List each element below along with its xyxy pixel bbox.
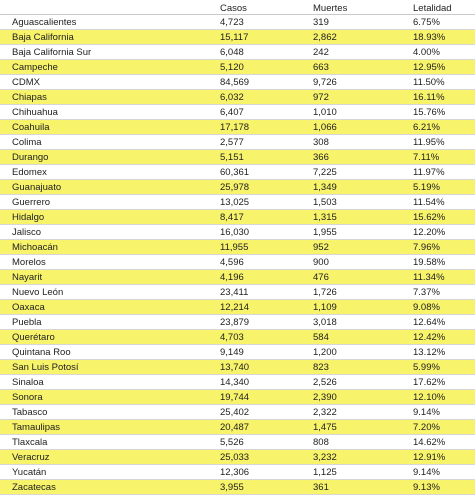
- table-row: [0, 450, 475, 465]
- state-cell: Oaxaca: [0, 300, 220, 315]
- casos-cell: 5,526: [220, 435, 313, 450]
- table-row: [0, 30, 475, 45]
- muertes-cell: 952: [313, 240, 413, 255]
- letalidad-cell: 19.58%: [413, 255, 475, 270]
- muertes-cell: 1,503: [313, 195, 413, 210]
- letalidad-cell: 12.42%: [413, 330, 475, 345]
- muertes-cell: 808: [313, 435, 413, 450]
- table-row: [0, 285, 475, 300]
- letalidad-cell: 7.20%: [413, 420, 475, 435]
- header-letalidad: Letalidad: [413, 0, 475, 15]
- state-cell: Edomex: [0, 165, 220, 180]
- muertes-cell: 1,349: [313, 180, 413, 195]
- casos-cell: 5,151: [220, 150, 313, 165]
- table-row: [0, 420, 475, 435]
- muertes-cell: 2,862: [313, 30, 413, 45]
- state-cell: Coahuila: [0, 120, 220, 135]
- table-row: [0, 60, 475, 75]
- muertes-cell: 1,125: [313, 465, 413, 480]
- state-cell: Baja California Sur: [0, 45, 220, 60]
- letalidad-cell: 7.37%: [413, 285, 475, 300]
- letalidad-cell: 12.20%: [413, 225, 475, 240]
- letalidad-cell: 5.99%: [413, 360, 475, 375]
- muertes-cell: 1,109: [313, 300, 413, 315]
- casos-cell: 12,214: [220, 300, 313, 315]
- state-cell: Campeche: [0, 60, 220, 75]
- table-row: [0, 105, 475, 120]
- muertes-cell: 308: [313, 135, 413, 150]
- state-cell: Zacatecas: [0, 480, 220, 495]
- muertes-cell: 1,010: [313, 105, 413, 120]
- letalidad-cell: 9.14%: [413, 405, 475, 420]
- state-cell: Veracruz: [0, 450, 220, 465]
- state-cell: Michoacán: [0, 240, 220, 255]
- muertes-cell: 3,018: [313, 315, 413, 330]
- state-cell: San Luis Potosí: [0, 360, 220, 375]
- table-row: [0, 465, 475, 480]
- header-state: [0, 0, 220, 15]
- muertes-cell: 319: [313, 15, 413, 30]
- table-row: [0, 180, 475, 195]
- muertes-cell: 1,066: [313, 120, 413, 135]
- casos-cell: 25,033: [220, 450, 313, 465]
- letalidad-cell: 11.54%: [413, 195, 475, 210]
- muertes-cell: 366: [313, 150, 413, 165]
- letalidad-cell: 9.13%: [413, 480, 475, 495]
- state-cell: Quintana Roo: [0, 345, 220, 360]
- state-cell: Chihuahua: [0, 105, 220, 120]
- casos-cell: 2,577: [220, 135, 313, 150]
- casos-cell: 6,048: [220, 45, 313, 60]
- letalidad-cell: 12.10%: [413, 390, 475, 405]
- table-row: [0, 270, 475, 285]
- state-cell: Guanajuato: [0, 180, 220, 195]
- state-cell: Sonora: [0, 390, 220, 405]
- casos-cell: 15,117: [220, 30, 313, 45]
- state-cell: Nayarit: [0, 270, 220, 285]
- state-cell: Tlaxcala: [0, 435, 220, 450]
- table-row: [0, 15, 475, 30]
- letalidad-cell: 11.95%: [413, 135, 475, 150]
- letalidad-cell: 6.21%: [413, 120, 475, 135]
- letalidad-cell: 4.00%: [413, 45, 475, 60]
- table-row: [0, 345, 475, 360]
- muertes-cell: 1,726: [313, 285, 413, 300]
- table-row: [0, 405, 475, 420]
- casos-cell: 5,120: [220, 60, 313, 75]
- casos-cell: 16,030: [220, 225, 313, 240]
- table-row: [0, 165, 475, 180]
- muertes-cell: 2,390: [313, 390, 413, 405]
- casos-cell: 23,411: [220, 285, 313, 300]
- letalidad-cell: 12.64%: [413, 315, 475, 330]
- letalidad-cell: 15.76%: [413, 105, 475, 120]
- header-casos: Casos: [220, 0, 313, 15]
- state-cell: Tabasco: [0, 405, 220, 420]
- state-cell: Yucatán: [0, 465, 220, 480]
- table-row: [0, 330, 475, 345]
- muertes-cell: 242: [313, 45, 413, 60]
- table-row: [0, 360, 475, 375]
- muertes-cell: 1,315: [313, 210, 413, 225]
- table-row: [0, 255, 475, 270]
- state-cell: Colima: [0, 135, 220, 150]
- casos-cell: 13,740: [220, 360, 313, 375]
- state-cell: Puebla: [0, 315, 220, 330]
- state-cell: Morelos: [0, 255, 220, 270]
- muertes-cell: 972: [313, 90, 413, 105]
- letalidad-cell: 14.62%: [413, 435, 475, 450]
- casos-cell: 12,306: [220, 465, 313, 480]
- letalidad-cell: 11.97%: [413, 165, 475, 180]
- casos-cell: 4,703: [220, 330, 313, 345]
- casos-cell: 6,032: [220, 90, 313, 105]
- casos-cell: 9,149: [220, 345, 313, 360]
- letalidad-cell: 5.19%: [413, 180, 475, 195]
- letalidad-cell: 11.34%: [413, 270, 475, 285]
- muertes-cell: 2,526: [313, 375, 413, 390]
- muertes-cell: 900: [313, 255, 413, 270]
- casos-cell: 4,723: [220, 15, 313, 30]
- table-row: [0, 240, 475, 255]
- casos-cell: 17,178: [220, 120, 313, 135]
- table-row: [0, 480, 475, 495]
- casos-cell: 20,487: [220, 420, 313, 435]
- table-row: [0, 135, 475, 150]
- casos-cell: 4,196: [220, 270, 313, 285]
- letalidad-cell: 11.50%: [413, 75, 475, 90]
- letalidad-cell: 7.11%: [413, 150, 475, 165]
- table-row: [0, 150, 475, 165]
- letalidad-cell: 9.14%: [413, 465, 475, 480]
- header-row: [0, 0, 475, 15]
- muertes-cell: 584: [313, 330, 413, 345]
- casos-cell: 14,340: [220, 375, 313, 390]
- letalidad-cell: 17.62%: [413, 375, 475, 390]
- letalidad-cell: 15.62%: [413, 210, 475, 225]
- casos-cell: 60,361: [220, 165, 313, 180]
- table-row: [0, 300, 475, 315]
- casos-cell: 4,596: [220, 255, 313, 270]
- muertes-cell: 823: [313, 360, 413, 375]
- letalidad-cell: 12.91%: [413, 450, 475, 465]
- muertes-cell: 663: [313, 60, 413, 75]
- letalidad-cell: 6.75%: [413, 15, 475, 30]
- muertes-cell: 9,726: [313, 75, 413, 90]
- casos-cell: 3,955: [220, 480, 313, 495]
- letalidad-cell: 12.95%: [413, 60, 475, 75]
- header-muertes: Muertes: [313, 0, 413, 15]
- muertes-cell: 1,200: [313, 345, 413, 360]
- state-cell: Sinaloa: [0, 375, 220, 390]
- letalidad-cell: 13.12%: [413, 345, 475, 360]
- muertes-cell: 7,225: [313, 165, 413, 180]
- muertes-cell: 361: [313, 480, 413, 495]
- state-cell: Durango: [0, 150, 220, 165]
- state-cell: Baja California: [0, 30, 220, 45]
- casos-cell: 25,978: [220, 180, 313, 195]
- table-row: [0, 225, 475, 240]
- letalidad-cell: 9.08%: [413, 300, 475, 315]
- muertes-cell: 1,475: [313, 420, 413, 435]
- state-cell: Nuevo León: [0, 285, 220, 300]
- muertes-cell: 1,955: [313, 225, 413, 240]
- table-header: [0, 0, 475, 15]
- table-row: [0, 75, 475, 90]
- table-row: [0, 210, 475, 225]
- muertes-cell: 476: [313, 270, 413, 285]
- casos-cell: 84,569: [220, 75, 313, 90]
- table-row: [0, 375, 475, 390]
- state-cell: Guerrero: [0, 195, 220, 210]
- state-cell: Tamaulipas: [0, 420, 220, 435]
- table-body: [0, 15, 475, 495]
- letalidad-cell: 16.11%: [413, 90, 475, 105]
- state-cell: Aguascalientes: [0, 15, 220, 30]
- table-row: [0, 120, 475, 135]
- casos-cell: 8,417: [220, 210, 313, 225]
- casos-cell: 13,025: [220, 195, 313, 210]
- muertes-cell: 3,232: [313, 450, 413, 465]
- state-cell: CDMX: [0, 75, 220, 90]
- letalidad-cell: 18.93%: [413, 30, 475, 45]
- table-row: [0, 90, 475, 105]
- casos-cell: 6,407: [220, 105, 313, 120]
- state-cell: Hidalgo: [0, 210, 220, 225]
- muertes-cell: 2,322: [313, 405, 413, 420]
- casos-cell: 25,402: [220, 405, 313, 420]
- state-cell: Chiapas: [0, 90, 220, 105]
- casos-cell: 23,879: [220, 315, 313, 330]
- table-row: [0, 435, 475, 450]
- state-cell: Querétaro: [0, 330, 220, 345]
- table-row: [0, 315, 475, 330]
- state-cell: Jalisco: [0, 225, 220, 240]
- table-row: [0, 195, 475, 210]
- casos-cell: 11,955: [220, 240, 313, 255]
- table-row: [0, 45, 475, 60]
- table-row: [0, 390, 475, 405]
- casos-cell: 19,744: [220, 390, 313, 405]
- letalidad-cell: 7.96%: [413, 240, 475, 255]
